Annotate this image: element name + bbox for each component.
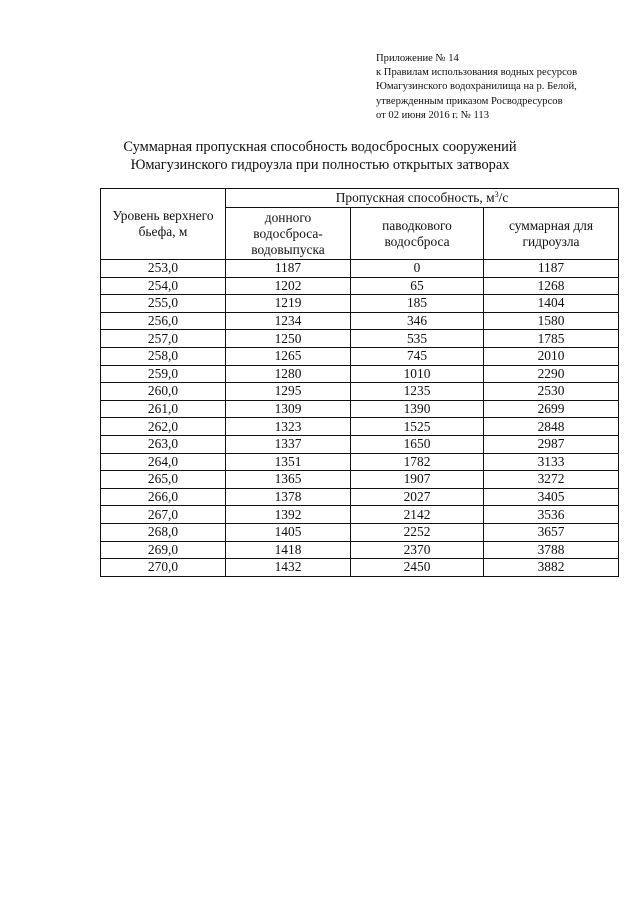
level-cell: 258,0 (101, 347, 226, 365)
flood-cell: 2450 (351, 559, 484, 577)
bottom-cell: 1418 (226, 541, 351, 559)
annex-line: от 02 июня 2016 г. № 113 (376, 109, 489, 121)
table-row (101, 295, 619, 313)
header-level-line: бьефа, м (138, 224, 188, 239)
header-flood-line: водосброса (384, 233, 450, 249)
level-cell: 256,0 (101, 312, 226, 330)
table-row (101, 541, 619, 559)
bottom-cell: 1202 (226, 277, 351, 295)
table-row (101, 260, 619, 278)
flood-cell: 1010 (351, 365, 484, 383)
total-cell: 3882 (484, 559, 619, 577)
total-cell: 2010 (484, 347, 619, 365)
flood-cell: 2370 (351, 541, 484, 559)
header-total-line: гидроузла (522, 233, 580, 249)
level-cell: 261,0 (101, 400, 226, 418)
annex-reference (376, 52, 577, 123)
header-bottom-line: водосброса- (253, 225, 323, 241)
flood-cell: 346 (351, 312, 484, 330)
header-level (101, 189, 226, 260)
table-row (101, 312, 619, 330)
flood-cell: 535 (351, 330, 484, 348)
header-total-line: суммарная для (508, 217, 594, 233)
title-line: Суммарная пропускная способность водосбросных сооружений (123, 139, 517, 155)
flood-cell: 1782 (351, 453, 484, 471)
level-cell: 257,0 (101, 330, 226, 348)
total-cell: 3657 (484, 523, 619, 541)
level-cell: 260,0 (101, 383, 226, 401)
total-cell: 2987 (484, 435, 619, 453)
bottom-cell: 1219 (226, 295, 351, 313)
annex-line: утвержденным приказом Росводресурсов (376, 95, 563, 107)
total-cell: 3272 (484, 471, 619, 489)
bottom-cell: 1432 (226, 559, 351, 577)
header-capacity-tail: /с (498, 190, 509, 205)
level-cell: 255,0 (101, 295, 226, 313)
flood-cell: 2252 (351, 523, 484, 541)
total-cell: 1785 (484, 330, 619, 348)
table-row (101, 383, 619, 401)
header-capacity-text: Пропускная способность, м (335, 190, 495, 205)
level-cell: 254,0 (101, 277, 226, 295)
level-cell: 268,0 (101, 523, 226, 541)
table-row (101, 330, 619, 348)
header-flood-spillway (351, 208, 484, 260)
annex-line: к Правилам использования водных ресурсов (376, 67, 578, 79)
bottom-cell: 1187 (226, 260, 351, 278)
table-row (101, 365, 619, 383)
bottom-cell: 1309 (226, 400, 351, 418)
level-cell: 270,0 (101, 559, 226, 577)
table-row (101, 453, 619, 471)
bottom-cell: 1392 (226, 506, 351, 524)
total-cell: 3405 (484, 488, 619, 506)
flood-cell: 65 (351, 277, 484, 295)
header-bottom-spillway (226, 208, 351, 260)
table-row (101, 471, 619, 489)
total-cell: 2699 (484, 400, 619, 418)
table-row (101, 488, 619, 506)
header-level-line: Уровень верхнего (112, 208, 214, 223)
table-row (101, 400, 619, 418)
table-row (101, 418, 619, 436)
capacity-table (100, 188, 619, 577)
bottom-cell: 1265 (226, 347, 351, 365)
total-cell: 1580 (484, 312, 619, 330)
total-cell: 2848 (484, 418, 619, 436)
flood-cell: 1650 (351, 435, 484, 453)
level-cell: 266,0 (101, 488, 226, 506)
annex-line: Приложение № 14 (376, 53, 459, 64)
total-cell: 3133 (484, 453, 619, 471)
level-cell: 253,0 (101, 260, 226, 278)
bottom-cell: 1365 (226, 471, 351, 489)
annex-line: Юмагузинского водохранилища на р. Белой, (376, 81, 577, 93)
level-cell: 262,0 (101, 418, 226, 436)
level-cell: 267,0 (101, 506, 226, 524)
flood-cell: 1235 (351, 383, 484, 401)
level-cell: 269,0 (101, 541, 226, 559)
header-total (484, 208, 619, 260)
total-cell: 1187 (484, 260, 619, 278)
flood-cell: 2027 (351, 488, 484, 506)
total-cell: 1268 (484, 277, 619, 295)
total-cell: 3536 (484, 506, 619, 524)
bottom-cell: 1405 (226, 523, 351, 541)
table-row (101, 506, 619, 524)
level-cell: 265,0 (101, 471, 226, 489)
header-bottom-line: водовыпуска (251, 241, 325, 257)
bottom-cell: 1280 (226, 365, 351, 383)
bottom-cell: 1295 (226, 383, 351, 401)
bottom-cell: 1378 (226, 488, 351, 506)
header-flood-line: паводкового (382, 217, 452, 233)
flood-cell: 1907 (351, 471, 484, 489)
level-cell: 263,0 (101, 435, 226, 453)
total-cell: 3788 (484, 541, 619, 559)
title-line: Юмагузинского гидроузла при полностью открытых затворах (130, 157, 510, 173)
flood-cell: 1525 (351, 418, 484, 436)
header-capacity-group (226, 189, 619, 208)
table-row (101, 523, 619, 541)
flood-cell: 185 (351, 295, 484, 313)
document-title (0, 138, 640, 174)
header-bottom-line: донного (264, 209, 312, 225)
level-cell: 259,0 (101, 365, 226, 383)
table-row (101, 277, 619, 295)
level-cell: 264,0 (101, 453, 226, 471)
bottom-cell: 1351 (226, 453, 351, 471)
total-cell: 2530 (484, 383, 619, 401)
table-row (101, 435, 619, 453)
bottom-cell: 1234 (226, 312, 351, 330)
bottom-cell: 1323 (226, 418, 351, 436)
bottom-cell: 1250 (226, 330, 351, 348)
flood-cell: 745 (351, 347, 484, 365)
table-row (101, 559, 619, 577)
header-capacity-sup: 3 (494, 190, 499, 199)
bottom-cell: 1337 (226, 435, 351, 453)
total-cell: 2290 (484, 365, 619, 383)
total-cell: 1404 (484, 295, 619, 313)
flood-cell: 0 (351, 260, 484, 278)
flood-cell: 2142 (351, 506, 484, 524)
flood-cell: 1390 (351, 400, 484, 418)
table-row (101, 347, 619, 365)
